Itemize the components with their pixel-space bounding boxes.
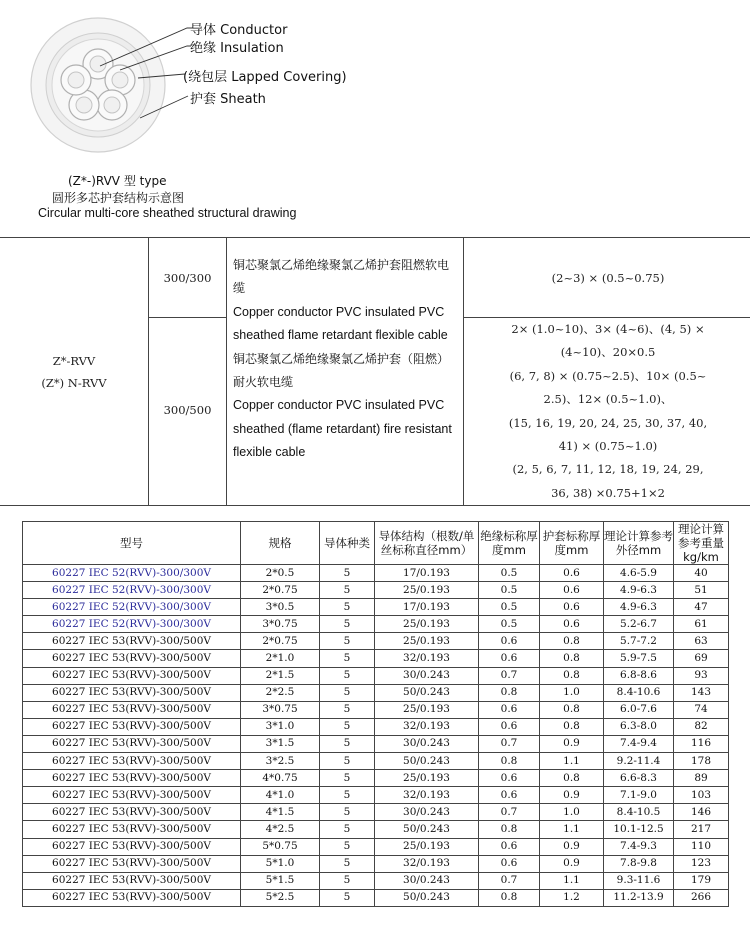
cell-sheath-thickness: 0.9 bbox=[540, 855, 604, 872]
cell-outer-diameter: 7.4-9.3 bbox=[604, 838, 674, 855]
model-n-rvv: (Z*) N-RVV bbox=[41, 376, 107, 390]
cell-sheath-thickness: 0.6 bbox=[540, 616, 604, 633]
cell-outer-diameter: 5.7-7.2 bbox=[604, 633, 674, 650]
specification-table bbox=[22, 521, 729, 907]
cell-conductor-class: 5 bbox=[320, 889, 375, 906]
cell-conductor-structure: 32/0.193 bbox=[375, 718, 479, 735]
cell-weight: 69 bbox=[674, 650, 729, 667]
table-row bbox=[23, 667, 729, 684]
cell-sheath-thickness: 0.6 bbox=[540, 565, 604, 582]
cell-sheath-thickness: 1.0 bbox=[540, 804, 604, 821]
cell-conductor-structure: 25/0.193 bbox=[375, 616, 479, 633]
cell-sheath-thickness: 0.8 bbox=[540, 701, 604, 718]
cell-spec: 3*0.75 bbox=[241, 616, 320, 633]
cell-insulation-thickness: 0.7 bbox=[479, 735, 540, 752]
cell-conductor-class: 5 bbox=[320, 787, 375, 804]
cell-conductor-class: 5 bbox=[320, 718, 375, 735]
sizes-300-300: (2~3) × (0.5~0.75) bbox=[551, 271, 665, 285]
table-row bbox=[23, 633, 729, 650]
cell-spec: 5*0.75 bbox=[241, 838, 320, 855]
cell-insulation-thickness: 0.7 bbox=[479, 872, 540, 889]
cell-spec: 3*2.5 bbox=[241, 753, 320, 770]
lapped-covering-label: (绕包层 Lapped Covering) bbox=[183, 70, 347, 85]
diagram-caption-en: Circular multi-core sheathed structural drawing bbox=[38, 206, 297, 220]
cell-model: 60227 IEC 53(RVV)-300/500V bbox=[23, 821, 241, 838]
cell-weight: 266 bbox=[674, 889, 729, 906]
table-row bbox=[23, 599, 729, 616]
cell-sheath-thickness: 1.1 bbox=[540, 872, 604, 889]
cell-weight: 217 bbox=[674, 821, 729, 838]
table-row bbox=[23, 753, 729, 770]
cell-insulation-thickness: 0.7 bbox=[479, 667, 540, 684]
cell-weight: 74 bbox=[674, 701, 729, 718]
cell-insulation-thickness: 0.8 bbox=[479, 753, 540, 770]
cell-model[interactable]: 60227 IEC 52(RVV)-300/300V bbox=[23, 582, 241, 599]
header-conductor-structure: 导体结构（根数/单丝标称直径mm） bbox=[375, 522, 479, 565]
cell-conductor-structure: 25/0.193 bbox=[375, 582, 479, 599]
cell-conductor-class: 5 bbox=[320, 838, 375, 855]
cell-model: 60227 IEC 53(RVV)-300/500V bbox=[23, 718, 241, 735]
cell-weight: 61 bbox=[674, 616, 729, 633]
header-outer-diameter: 理论计算参考外径mm bbox=[604, 522, 674, 565]
cell-outer-diameter: 11.2-13.9 bbox=[604, 889, 674, 906]
cell-outer-diameter: 6.0-7.6 bbox=[604, 701, 674, 718]
cell-conductor-structure: 32/0.193 bbox=[375, 787, 479, 804]
header-sheath-thickness: 护套标称厚度mm bbox=[540, 522, 604, 565]
desc-1-cn: 铜芯聚氯乙烯绝缘聚氯乙烯护套阻燃软电缆 bbox=[233, 258, 450, 296]
table-row bbox=[23, 582, 729, 599]
cell-conductor-class: 5 bbox=[320, 821, 375, 838]
cell-outer-diameter: 9.2-11.4 bbox=[604, 753, 674, 770]
cell-sheath-thickness: 1.1 bbox=[540, 753, 604, 770]
cell-outer-diameter: 4.6-5.9 bbox=[604, 565, 674, 582]
cell-conductor-structure: 30/0.243 bbox=[375, 872, 479, 889]
table-row bbox=[23, 855, 729, 872]
cell-sheath-thickness: 0.8 bbox=[540, 718, 604, 735]
cell-outer-diameter: 4.9-6.3 bbox=[604, 599, 674, 616]
header-weight: 理论计算参考重量kg/km bbox=[674, 522, 729, 565]
cell-conductor-structure: 50/0.243 bbox=[375, 684, 479, 701]
cell-weight: 146 bbox=[674, 804, 729, 821]
cell-spec: 2*2.5 bbox=[241, 684, 320, 701]
cell-conductor-class: 5 bbox=[320, 701, 375, 718]
cell-conductor-class: 5 bbox=[320, 582, 375, 599]
cell-model: 60227 IEC 53(RVV)-300/500V bbox=[23, 787, 241, 804]
cell-conductor-class: 5 bbox=[320, 667, 375, 684]
cell-sheath-thickness: 0.9 bbox=[540, 787, 604, 804]
desc-2-cn: 铜芯聚氯乙烯绝缘聚氯乙烯护套（阻燃）耐火软电缆 bbox=[233, 351, 450, 390]
cell-insulation-thickness: 0.8 bbox=[479, 821, 540, 838]
cell-sheath-thickness: 0.9 bbox=[540, 838, 604, 855]
cell-conductor-structure: 32/0.193 bbox=[375, 650, 479, 667]
cell-weight: 40 bbox=[674, 565, 729, 582]
cell-model: 60227 IEC 53(RVV)-300/500V bbox=[23, 735, 241, 752]
table-row bbox=[23, 735, 729, 752]
cell-outer-diameter: 6.6-8.3 bbox=[604, 770, 674, 787]
cell-outer-diameter: 6.8-8.6 bbox=[604, 667, 674, 684]
cell-model[interactable]: 60227 IEC 52(RVV)-300/300V bbox=[23, 565, 241, 582]
cell-conductor-structure: 25/0.193 bbox=[375, 838, 479, 855]
cell-weight: 116 bbox=[674, 735, 729, 752]
cell-conductor-class: 5 bbox=[320, 599, 375, 616]
cell-spec: 2*0.75 bbox=[241, 633, 320, 650]
product-descriptions bbox=[233, 254, 458, 465]
cell-conductor-structure: 30/0.243 bbox=[375, 804, 479, 821]
header-conductor-class: 导体种类 bbox=[320, 522, 375, 565]
table-row bbox=[23, 821, 729, 838]
cell-weight: 63 bbox=[674, 633, 729, 650]
cell-model: 60227 IEC 53(RVV)-300/500V bbox=[23, 838, 241, 855]
cell-outer-diameter: 10.1-12.5 bbox=[604, 821, 674, 838]
cell-conductor-class: 5 bbox=[320, 633, 375, 650]
cell-weight: 103 bbox=[674, 787, 729, 804]
cell-conductor-structure: 17/0.193 bbox=[375, 599, 479, 616]
cell-conductor-class: 5 bbox=[320, 684, 375, 701]
cell-weight: 110 bbox=[674, 838, 729, 855]
table-row bbox=[23, 684, 729, 701]
cell-spec: 5*2.5 bbox=[241, 889, 320, 906]
table-row bbox=[23, 565, 729, 582]
voltage-300-500: 300/500 bbox=[163, 403, 212, 417]
cell-insulation-thickness: 0.6 bbox=[479, 855, 540, 872]
cell-weight: 93 bbox=[674, 667, 729, 684]
cell-sheath-thickness: 0.8 bbox=[540, 633, 604, 650]
cell-insulation-thickness: 0.6 bbox=[479, 838, 540, 855]
cell-insulation-thickness: 0.8 bbox=[479, 889, 540, 906]
cell-spec: 2*0.5 bbox=[241, 565, 320, 582]
cell-outer-diameter: 9.3-11.6 bbox=[604, 872, 674, 889]
cell-spec: 4*2.5 bbox=[241, 821, 320, 838]
cell-insulation-thickness: 0.6 bbox=[479, 787, 540, 804]
cell-weight: 51 bbox=[674, 582, 729, 599]
cell-weight: 179 bbox=[674, 872, 729, 889]
cell-outer-diameter: 5.9-7.5 bbox=[604, 650, 674, 667]
cell-model: 60227 IEC 53(RVV)-300/500V bbox=[23, 701, 241, 718]
cell-sheath-thickness: 1.0 bbox=[540, 684, 604, 701]
desc-2-en: Copper conductor PVC insulated PVC sheathed (flame retardant) fire resistant flexible cable bbox=[233, 398, 452, 460]
cell-conductor-class: 5 bbox=[320, 565, 375, 582]
cell-weight: 178 bbox=[674, 753, 729, 770]
cell-weight: 143 bbox=[674, 684, 729, 701]
cell-insulation-thickness: 0.6 bbox=[479, 633, 540, 650]
cell-conductor-class: 5 bbox=[320, 753, 375, 770]
cell-spec: 4*0.75 bbox=[241, 770, 320, 787]
diagram-caption-type: (Z*-)RVV 型 type bbox=[68, 174, 167, 188]
cell-conductor-structure: 32/0.193 bbox=[375, 855, 479, 872]
cell-conductor-class: 5 bbox=[320, 616, 375, 633]
cell-spec: 5*1.5 bbox=[241, 872, 320, 889]
cell-insulation-thickness: 0.6 bbox=[479, 718, 540, 735]
cell-spec: 3*0.75 bbox=[241, 701, 320, 718]
cell-model[interactable]: 60227 IEC 52(RVV)-300/300V bbox=[23, 599, 241, 616]
table-row bbox=[23, 701, 729, 718]
cell-spec: 3*1.5 bbox=[241, 735, 320, 752]
cell-conductor-structure: 50/0.243 bbox=[375, 889, 479, 906]
cell-spec: 2*0.75 bbox=[241, 582, 320, 599]
cell-conductor-class: 5 bbox=[320, 770, 375, 787]
cell-outer-diameter: 7.1-9.0 bbox=[604, 787, 674, 804]
cell-outer-diameter: 4.9-6.3 bbox=[604, 582, 674, 599]
cell-conductor-class: 5 bbox=[320, 855, 375, 872]
table-row bbox=[23, 804, 729, 821]
cell-conductor-structure: 17/0.193 bbox=[375, 565, 479, 582]
cell-insulation-thickness: 0.6 bbox=[479, 650, 540, 667]
cell-outer-diameter: 7.8-9.8 bbox=[604, 855, 674, 872]
cell-conductor-structure: 50/0.243 bbox=[375, 821, 479, 838]
cell-sheath-thickness: 0.8 bbox=[540, 650, 604, 667]
cell-spec: 4*1.0 bbox=[241, 787, 320, 804]
cell-spec: 2*1.0 bbox=[241, 650, 320, 667]
cell-spec: 3*1.0 bbox=[241, 718, 320, 735]
cell-spec: 2*1.5 bbox=[241, 667, 320, 684]
table-row bbox=[23, 787, 729, 804]
cell-conductor-class: 5 bbox=[320, 735, 375, 752]
cell-sheath-thickness: 1.1 bbox=[540, 821, 604, 838]
cell-model: 60227 IEC 53(RVV)-300/500V bbox=[23, 770, 241, 787]
cell-outer-diameter: 7.4-9.4 bbox=[604, 735, 674, 752]
cell-insulation-thickness: 0.5 bbox=[479, 582, 540, 599]
insulation-label: 绝缘 Insulation bbox=[190, 41, 284, 56]
cell-model: 60227 IEC 53(RVV)-300/500V bbox=[23, 889, 241, 906]
cell-model: 60227 IEC 53(RVV)-300/500V bbox=[23, 684, 241, 701]
cell-model: 60227 IEC 53(RVV)-300/500V bbox=[23, 667, 241, 684]
header-spec: 规格 bbox=[241, 522, 320, 565]
cell-model: 60227 IEC 53(RVV)-300/500V bbox=[23, 872, 241, 889]
cell-weight: 123 bbox=[674, 855, 729, 872]
cell-insulation-thickness: 0.8 bbox=[479, 684, 540, 701]
conductor-label: 导体 Conductor bbox=[190, 23, 288, 38]
cell-insulation-thickness: 0.5 bbox=[479, 565, 540, 582]
cell-insulation-thickness: 0.5 bbox=[479, 599, 540, 616]
cell-sheath-thickness: 0.8 bbox=[540, 770, 604, 787]
cell-sheath-thickness: 0.9 bbox=[540, 735, 604, 752]
cell-conductor-class: 5 bbox=[320, 650, 375, 667]
cell-outer-diameter: 8.4-10.5 bbox=[604, 804, 674, 821]
cell-model: 60227 IEC 53(RVV)-300/500V bbox=[23, 804, 241, 821]
cell-insulation-thickness: 0.6 bbox=[479, 701, 540, 718]
table-row bbox=[23, 718, 729, 735]
cell-model: 60227 IEC 53(RVV)-300/500V bbox=[23, 855, 241, 872]
cell-model: 60227 IEC 53(RVV)-300/500V bbox=[23, 753, 241, 770]
table-row bbox=[23, 838, 729, 855]
cell-model[interactable]: 60227 IEC 52(RVV)-300/300V bbox=[23, 616, 241, 633]
cell-spec: 3*0.5 bbox=[241, 599, 320, 616]
diagram-caption-cn: 圆形多芯护套结构示意图 bbox=[52, 191, 185, 205]
cell-spec: 5*1.0 bbox=[241, 855, 320, 872]
cell-conductor-structure: 25/0.193 bbox=[375, 770, 479, 787]
table-row bbox=[23, 770, 729, 787]
cell-sheath-thickness: 0.6 bbox=[540, 582, 604, 599]
table-row bbox=[23, 889, 729, 906]
cell-sheath-thickness: 0.6 bbox=[540, 599, 604, 616]
sheath-label: 护套 Sheath bbox=[190, 92, 266, 107]
cell-insulation-thickness: 0.6 bbox=[479, 770, 540, 787]
cell-model: 60227 IEC 53(RVV)-300/500V bbox=[23, 650, 241, 667]
cell-outer-diameter: 8.4-10.6 bbox=[604, 684, 674, 701]
table-row bbox=[23, 616, 729, 633]
voltage-300-300: 300/300 bbox=[163, 271, 212, 285]
cell-conductor-class: 5 bbox=[320, 804, 375, 821]
sizes-300-500: 2× (1.0~10)、3× (4~6)、(4, 5) × (4~10)、20×0.5 (6, 7, 8) × (0.75~2.5)、10× (0.5~ 2.5)、12× (0.5~1.0)、 (15, 16, 19, 20, 24, 25, 30, 37, 40, 41) × (0.75~1.0) (2, 5, 6, 7, 11, 12, 18, 19, 24, 29, 36, 38) ×0.75+1×2 bbox=[508, 322, 708, 500]
cell-outer-diameter: 5.2-6.7 bbox=[604, 616, 674, 633]
cell-weight: 82 bbox=[674, 718, 729, 735]
model-rvv: Z*-RVV bbox=[52, 354, 96, 368]
table-header-row bbox=[23, 522, 729, 565]
cell-conductor-structure: 25/0.193 bbox=[375, 633, 479, 650]
cell-sheath-thickness: 1.2 bbox=[540, 889, 604, 906]
cell-conductor-structure: 30/0.243 bbox=[375, 667, 479, 684]
cell-insulation-thickness: 0.7 bbox=[479, 804, 540, 821]
cell-spec: 4*1.5 bbox=[241, 804, 320, 821]
cell-sheath-thickness: 0.8 bbox=[540, 667, 604, 684]
cell-insulation-thickness: 0.5 bbox=[479, 616, 540, 633]
cell-conductor-class: 5 bbox=[320, 872, 375, 889]
header-insulation-thickness: 绝缘标称厚度mm bbox=[479, 522, 540, 565]
cell-conductor-structure: 25/0.193 bbox=[375, 701, 479, 718]
header-model: 型号 bbox=[23, 522, 241, 565]
table-row bbox=[23, 872, 729, 889]
cell-conductor-structure: 50/0.243 bbox=[375, 753, 479, 770]
cell-outer-diameter: 6.3-8.0 bbox=[604, 718, 674, 735]
cell-model: 60227 IEC 53(RVV)-300/500V bbox=[23, 633, 241, 650]
desc-1-en: Copper conductor PVC insulated PVC sheathed flame retardant flexible cable bbox=[233, 304, 448, 343]
cell-weight: 47 bbox=[674, 599, 729, 616]
table-row bbox=[23, 650, 729, 667]
cell-weight: 89 bbox=[674, 770, 729, 787]
cell-conductor-structure: 30/0.243 bbox=[375, 735, 479, 752]
